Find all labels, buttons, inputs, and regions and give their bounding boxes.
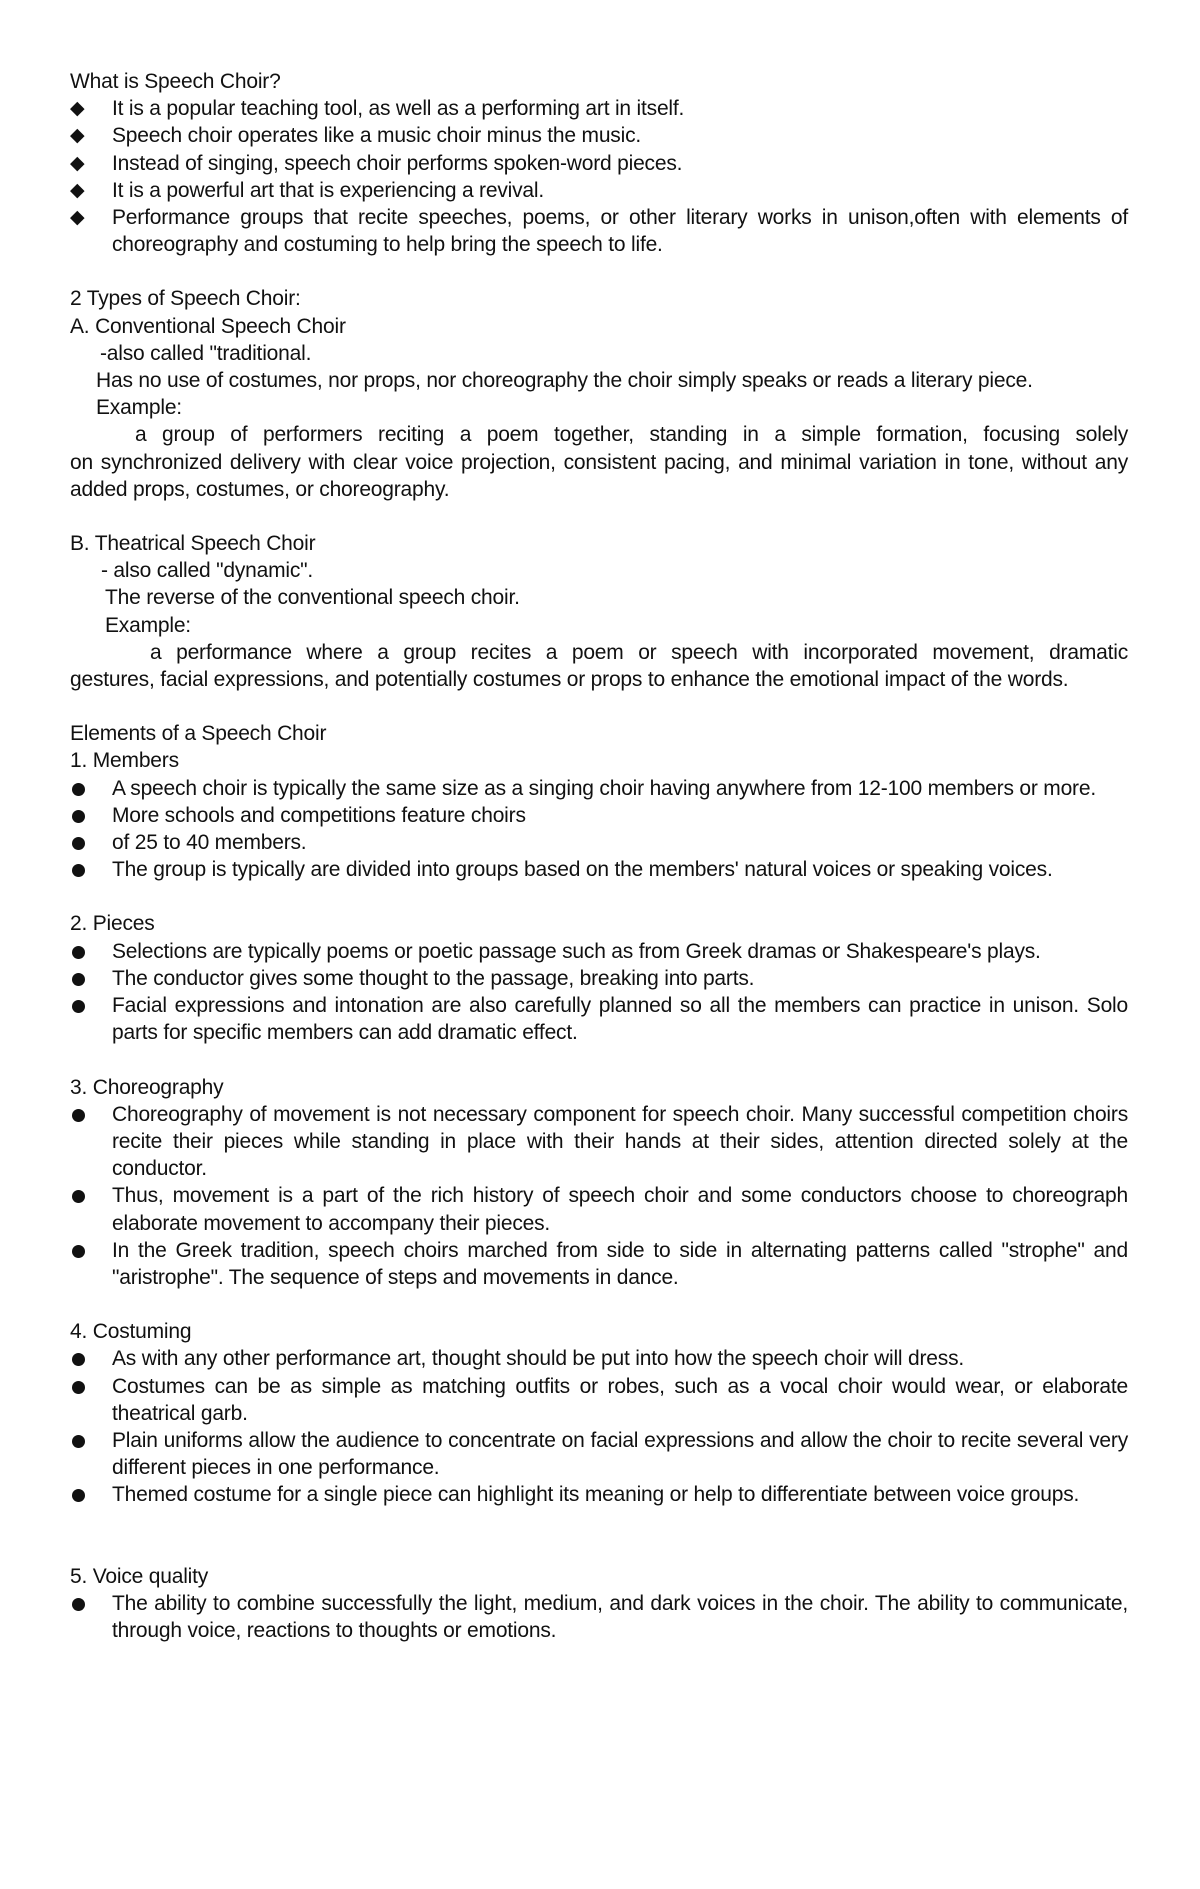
list-item: In the Greek tradition, speech choirs marched from side to side in alternating patterns called "strophe" and "aristrophe". The sequence of steps and movements in dance. xyxy=(70,1237,1128,1291)
diamond-bullet-icon: ◆ xyxy=(70,125,85,147)
round-bullet-icon xyxy=(72,1000,85,1013)
type-b-example-first-line: a performance where a group recites a poem or speech with incorporated movement, dramatic xyxy=(150,640,1128,664)
round-bullet-icon xyxy=(72,946,85,959)
section-title-what: What is Speech Choir? xyxy=(70,70,281,93)
list-item: More schools and competitions feature choirs xyxy=(70,802,1128,829)
round-bullet-icon xyxy=(72,1381,85,1394)
voice-quality-bullet-list xyxy=(70,1590,1128,1644)
round-bullet-icon xyxy=(72,837,85,850)
list-item: The group is typically are divided into groups based on the members' natural voices or speaking voices. xyxy=(70,856,1128,883)
list-item: ◆ Speech choir operates like a music choir minus the music. xyxy=(70,124,642,148)
round-bullet-icon xyxy=(72,810,85,823)
round-bullet-icon xyxy=(72,1353,85,1366)
round-bullet-icon xyxy=(72,1245,85,1258)
list-item: Plain uniforms allow the audience to concentrate on facial expressions and allow the choir to recite several very different pieces in one performance. xyxy=(70,1427,1128,1481)
type-a-example-first-line: a group of performers reciting a poem together, standing in a simple formation, focusing solely xyxy=(135,423,1128,447)
element-heading-members: 1. Members xyxy=(70,749,179,773)
pieces-bullet-list xyxy=(70,938,1128,1047)
type-b-description: The reverse of the conventional speech choir. xyxy=(105,586,520,610)
type-a-description: Has no use of costumes, nor props, nor choreography the choir simply speaks or reads a literary piece. xyxy=(96,369,1033,393)
round-bullet-icon xyxy=(72,1435,85,1448)
section-title-elements: Elements of a Speech Choir xyxy=(70,722,327,746)
element-heading-choreography: 3. Choreography xyxy=(70,1075,224,1099)
diamond-bullet-icon: ◆ xyxy=(70,98,85,120)
section-title-types: 2 Types of Speech Choir: xyxy=(70,287,301,311)
round-bullet-icon xyxy=(72,783,85,796)
type-b-aka: - also called "dynamic". xyxy=(101,559,314,583)
list-item: Selections are typically poems or poetic passage such as from Greek dramas or Shakespeare's plays. xyxy=(70,938,1128,965)
round-bullet-icon xyxy=(72,973,85,986)
list-item: The conductor gives some thought to the passage, breaking into parts. xyxy=(70,965,1128,992)
list-item: of 25 to 40 members. xyxy=(70,829,1128,856)
diamond-bullet-icon: ◆ xyxy=(70,152,85,174)
list-item: The ability to combine successfully the light, medium, and dark voices in the choir. The ability to communicate, through voice, reactions to thoughts or emotions. xyxy=(70,1590,1128,1644)
diamond-bullet-icon: ◆ xyxy=(70,179,85,201)
list-item: ◆ Instead of singing, speech choir performs spoken-word pieces. xyxy=(70,151,683,175)
type-b-heading: B. Theatrical Speech Choir xyxy=(70,532,316,556)
choreography-bullet-list xyxy=(70,1101,1128,1291)
list-item: ◆ It is a popular teaching tool, as well as a performing art in itself. xyxy=(70,97,685,121)
list-item: Thus, movement is a part of the rich history of speech choir and some conductors choose to choreograph elaborate movement to accompany their pieces. xyxy=(70,1182,1128,1236)
list-item: ◆ Performance groups that recite speeches, poems, or other literary works in unison,often with elements of choreography and costuming to help bring the speech to life. xyxy=(70,206,1128,257)
type-a-example-rest: on synchronized delivery with clear voice projection, consistent pacing, and minimal variation in tone, without any added props, costumes, or choreography. xyxy=(70,450,1134,501)
diamond-bullet-icon: ◆ xyxy=(70,207,85,229)
costuming-bullet-list xyxy=(70,1345,1128,1508)
list-item: As with any other performance art, thought should be put into how the speech choir will dress. xyxy=(70,1345,1128,1372)
members-bullet-list xyxy=(70,775,1128,884)
list-item: Facial expressions and intonation are also carefully planned so all the members can practice in unison. Solo parts for specific members can add dramatic effect. xyxy=(70,992,1128,1046)
element-heading-costuming: 4. Costuming xyxy=(70,1320,192,1344)
document-body xyxy=(70,68,1134,1644)
type-a-aka: -also called "traditional. xyxy=(100,341,312,365)
round-bullet-icon xyxy=(72,1598,85,1611)
round-bullet-icon xyxy=(72,1489,85,1502)
element-heading-voice-quality: 5. Voice quality xyxy=(70,1564,209,1588)
list-item: Themed costume for a single piece can highlight its meaning or help to differentiate between voice groups. xyxy=(70,1481,1128,1508)
type-a-heading: A. Conventional Speech Choir xyxy=(70,314,346,338)
round-bullet-icon xyxy=(72,1109,85,1122)
type-b-example-rest: gestures, facial expressions, and potentially costumes or props to enhance the emotional impact of the words. xyxy=(70,668,1069,692)
list-item: A speech choir is typically the same size as a singing choir having anywhere from 12-100 members or more. xyxy=(70,775,1128,802)
type-a-example-label: Example: xyxy=(96,396,182,420)
what-bullet-list xyxy=(70,95,1128,258)
list-item: Choreography of movement is not necessary component for speech choir. Many successful competition choirs recite their pieces while standing in place with their hands at their sides, attention directed solely at the conductor. xyxy=(70,1101,1128,1183)
list-item: Costumes can be as simple as matching outfits or robes, such as a vocal choir would wear, or elaborate theatrical garb. xyxy=(70,1373,1128,1427)
element-heading-pieces: 2. Pieces xyxy=(70,912,155,936)
type-b-example-label: Example: xyxy=(105,613,191,637)
list-item: ◆ It is a powerful art that is experiencing a revival. xyxy=(70,178,544,202)
round-bullet-icon xyxy=(72,1190,85,1203)
round-bullet-icon xyxy=(72,864,85,877)
